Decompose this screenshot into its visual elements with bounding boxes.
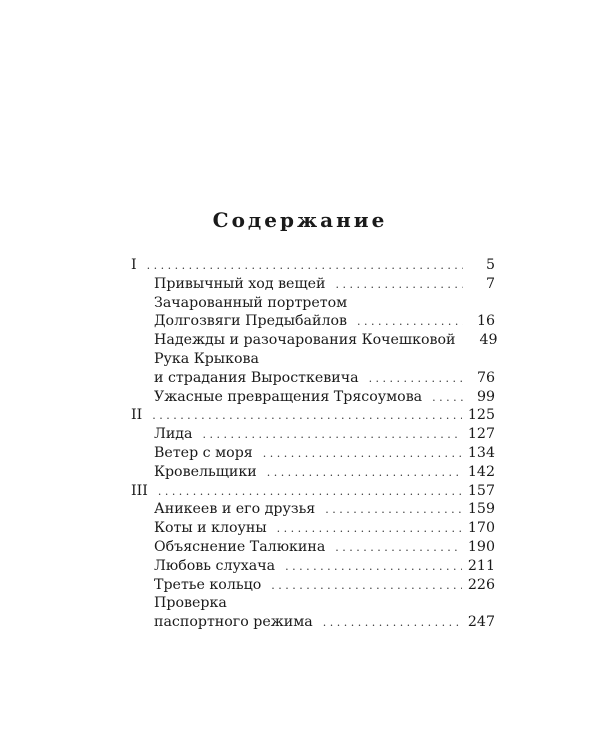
dot-leader <box>285 558 462 577</box>
toc-entry[interactable] <box>131 388 495 407</box>
toc-entry-page-number: 7 <box>485 275 495 292</box>
toc-entry[interactable] <box>131 576 495 595</box>
dot-leader <box>203 426 462 445</box>
toc-entry-title: Проверка <box>154 595 227 612</box>
dot-leader <box>158 483 462 502</box>
dot-leader <box>357 313 463 332</box>
toc-entry-title: Кровельщики <box>154 463 257 480</box>
dot-leader <box>152 407 462 426</box>
toc-entry-title: Ужасные превращения Трясоумова <box>154 388 423 405</box>
dot-leader <box>336 276 464 295</box>
toc-entry-title: Любовь слухача <box>154 557 276 574</box>
toc-entry[interactable] <box>131 350 495 369</box>
toc-entry-title: III <box>131 482 148 499</box>
toc-entry[interactable] <box>131 256 495 275</box>
toc-entry[interactable] <box>131 557 495 576</box>
toc-entry[interactable] <box>131 482 495 501</box>
dot-leader <box>335 539 462 558</box>
toc-entry-page-number: 157 <box>467 482 495 499</box>
toc-entry-title: Лида <box>154 426 193 443</box>
toc-entry-page-number: 76 <box>476 369 495 386</box>
toc-entry-page-number: 134 <box>467 444 495 461</box>
toc-entry[interactable] <box>131 444 495 463</box>
toc-entry-title: Третье кольцо <box>154 576 262 593</box>
toc-entry-title: и страдания Выросткевича <box>154 369 359 386</box>
dot-leader <box>325 501 462 520</box>
dot-leader <box>147 257 463 276</box>
toc-entry-page-number: 226 <box>467 576 495 593</box>
toc-entry[interactable] <box>131 331 498 350</box>
toc-entry-title: Зачарованный портретом <box>154 294 348 311</box>
toc-entry[interactable] <box>131 463 495 482</box>
page-title: Содержание <box>212 208 388 232</box>
toc-entry-page-number: 247 <box>467 614 495 631</box>
toc-entry[interactable] <box>131 613 495 632</box>
toc-entry-page-number: 99 <box>476 388 495 405</box>
toc-entry[interactable] <box>131 294 495 313</box>
dot-leader <box>263 445 462 464</box>
toc-entry[interactable] <box>131 538 495 557</box>
toc-entry[interactable] <box>131 519 495 538</box>
toc-entry-title: I <box>131 257 137 273</box>
toc-entry-title: паспортного режима <box>154 614 313 631</box>
toc-entry-title: II <box>131 407 143 424</box>
toc-entry-title: Надежды и разочарования Кочешковой <box>154 332 456 349</box>
toc-entry-page-number: 127 <box>467 426 495 443</box>
toc-entry-page-number: 125 <box>467 407 495 424</box>
dot-leader <box>369 370 463 389</box>
dot-leader <box>267 464 462 483</box>
toc-entry-title: Коты и клоуны <box>154 520 267 537</box>
table-of-contents <box>131 256 498 632</box>
dot-leader <box>323 614 462 633</box>
dot-leader <box>432 389 463 408</box>
toc-entry-title: Рука Крыкова <box>154 350 259 367</box>
toc-entry-page-number: 142 <box>467 463 495 480</box>
toc-entry-title: Ветер с моря <box>154 444 253 461</box>
dot-leader <box>271 577 462 596</box>
toc-entry[interactable] <box>131 312 495 331</box>
toc-entry[interactable] <box>131 275 495 294</box>
toc-entry-page-number: 190 <box>467 538 495 555</box>
toc-entry-title: Аникеев и его друзья <box>154 501 316 518</box>
toc-entry-title: Объяснение Талюкина <box>154 538 326 555</box>
toc-entry[interactable] <box>131 406 495 425</box>
toc-entry-page-number: 170 <box>467 520 495 537</box>
toc-entry[interactable] <box>131 594 495 613</box>
toc-entry-title: Долгозвяги Предыбайлов <box>154 313 348 330</box>
toc-entry-page-number: 159 <box>467 501 495 518</box>
toc-entry-page-number: 49 <box>479 332 498 349</box>
toc-entry[interactable] <box>131 369 495 388</box>
toc-entry-page-number: 16 <box>476 313 495 330</box>
toc-entry-title: Привычный ход вещей <box>154 275 326 292</box>
toc-entry[interactable] <box>131 425 495 444</box>
dot-leader <box>277 520 462 539</box>
toc-entry-page-number: 211 <box>467 557 495 574</box>
toc-entry-page-number: 5 <box>485 257 495 273</box>
toc-entry[interactable] <box>131 500 495 519</box>
